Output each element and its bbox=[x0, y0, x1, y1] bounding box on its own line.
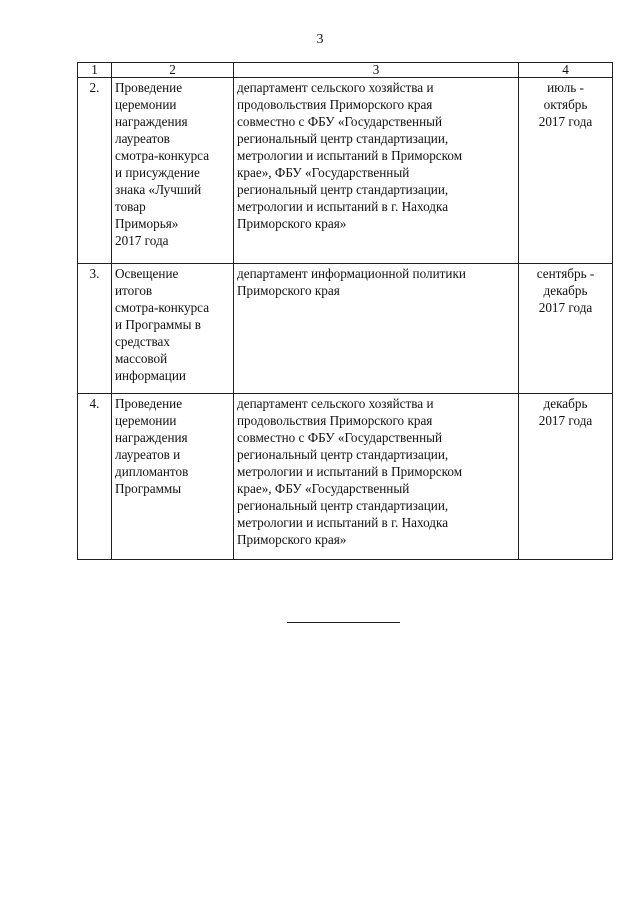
event-cell bbox=[112, 394, 234, 560]
period-cell bbox=[519, 78, 613, 264]
executors-cell bbox=[234, 394, 519, 560]
table-row bbox=[78, 264, 613, 394]
period-text: сентябрь - декабрь 2017 года bbox=[536, 266, 595, 315]
event-cell bbox=[112, 78, 234, 264]
executors-text: департамент информационной политики Приморского края bbox=[237, 266, 466, 298]
row-number-text: 4. bbox=[89, 396, 100, 411]
executors-cell bbox=[234, 78, 519, 264]
events-table bbox=[77, 62, 613, 560]
column-header-1: 1 bbox=[78, 63, 112, 78]
table-row bbox=[78, 394, 613, 560]
column-header-2: 2 bbox=[112, 63, 234, 78]
table-row bbox=[78, 78, 613, 264]
event-text: Проведение церемонии награждения лауреатов и дипломантов Программы bbox=[115, 396, 189, 496]
end-of-document-rule bbox=[287, 622, 400, 623]
row-number bbox=[78, 264, 112, 394]
event-text: Проведение церемонии награждения лауреатов смотра-конкурса и присуждение знака «Лучший товар Приморья» 2017 года bbox=[115, 80, 210, 248]
column-header-3: 3 bbox=[234, 63, 519, 78]
event-cell bbox=[112, 264, 234, 394]
table-header-row bbox=[78, 63, 613, 78]
row-number bbox=[78, 394, 112, 560]
row-number-text: 2. bbox=[89, 80, 100, 95]
executors-text: департамент сельского хозяйства и продовольствия Приморского края совместно с ФБУ «Государственный региональный центр стандартизации, метрологии и испытаний в Приморском крае», ФБУ «Государственный региональный центр стандартизации, метрологии и испытаний в г. Находка Приморского края» bbox=[237, 396, 463, 547]
period-text: декабрь 2017 года bbox=[538, 396, 593, 428]
period-text: июль - октябрь 2017 года bbox=[538, 80, 593, 129]
row-number-text: 3. bbox=[89, 266, 100, 281]
period-cell bbox=[519, 394, 613, 560]
page-number: 3 bbox=[316, 32, 324, 47]
row-number bbox=[78, 78, 112, 264]
executors-text: департамент сельского хозяйства и продовольствия Приморского края совместно с ФБУ «Государственный региональный центр стандартизации, метрологии и испытаний в Приморском крае», ФБУ «Государственный региональный центр стандартизации, метрологии и испытаний в г. Находка Приморского края» bbox=[237, 80, 463, 231]
period-cell bbox=[519, 264, 613, 394]
column-header-4: 4 bbox=[519, 63, 613, 78]
executors-cell bbox=[234, 264, 519, 394]
event-text: Освещение итогов смотра-конкурса и Программы в средствах массовой информации bbox=[115, 266, 210, 383]
